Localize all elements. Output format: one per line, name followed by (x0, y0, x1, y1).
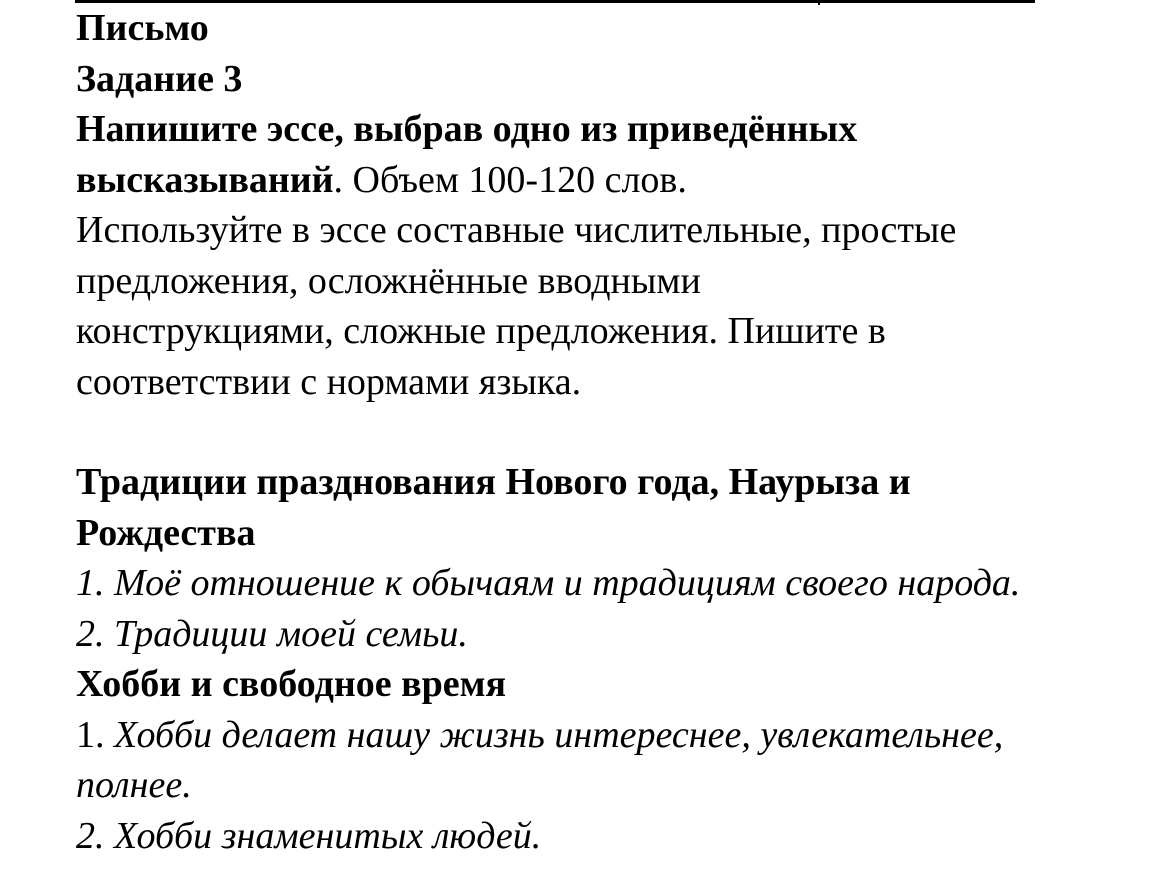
topic-2-item-1-number: 1. (76, 713, 114, 756)
topic-1-item-2: 2. Традиции моей семьи. (76, 612, 468, 655)
instruction-line-4: предложения, осложнённые вводными (76, 259, 701, 302)
task-title: Задание 3 (76, 57, 243, 100)
document-page (76, 3, 1156, 861)
section-heading: Письмо (76, 7, 209, 49)
instruction-bold-word: высказываний (76, 158, 334, 201)
topic-2-item-2: 2. Хобби знаменитых людей. (76, 814, 542, 857)
blank-spacer (76, 407, 1156, 457)
topic-1-title-line-1: Традиции празднования Нового года, Наурыза и (76, 461, 911, 503)
topic-1-item-1: 1. Моё отношение к обычаям и традициям своего народа. (76, 562, 1021, 604)
instruction-bold-line-1: Напишите эссе, выбрав одно из приведённых (76, 108, 858, 150)
topic-2-item-1-line-1 (76, 710, 1156, 761)
topic-2-item-1-line-2: полнее. (76, 764, 192, 806)
instruction-volume: . Объем 100-120 слов. (333, 158, 687, 201)
topic-2-title: Хобби и свободное время (76, 663, 507, 705)
instruction-line-2 (76, 155, 1156, 206)
instruction-line-3: Используйте в эссе составные числительные, простые (76, 209, 957, 251)
instruction-line-5: конструкциями, сложные предложения. Пишите в (76, 310, 886, 352)
instruction-line-6: соответствии с нормами языка. (76, 360, 582, 403)
topic-2-item-1-text: Хобби делает нашу жизнь интереснее, увлекательнее, (114, 713, 1004, 756)
topic-1-title-line-2: Рождества (76, 511, 256, 554)
